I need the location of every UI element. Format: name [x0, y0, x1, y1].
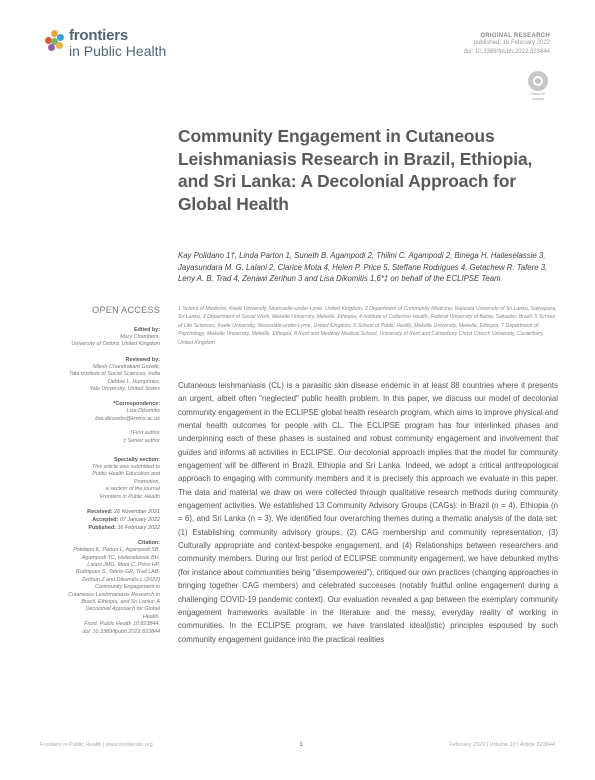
citation-line: Zerihun Z and Dikomitis L (2022)	[81, 576, 160, 583]
editor-line: University of Oxford, United Kingdom	[71, 341, 160, 348]
reviewed-by-heading: Reviewed by:	[125, 356, 160, 363]
check-for-updates-badge[interactable]	[528, 71, 548, 101]
citation-line: Agampodi TC, Haileselassie BH,	[81, 554, 160, 561]
citation-heading: Citation:	[138, 540, 160, 547]
citation-line: Health.	[142, 613, 160, 620]
citation-line: Rodrigues S, Tafere GR, Trad LAB,	[75, 569, 160, 576]
footer-issue-info: February 2022 | Volume 10 | Article 823844	[449, 742, 555, 748]
correspondence-email[interactable]: lisa.dikomitis@kmms.ac.uk	[95, 415, 160, 422]
reviewer-line: Tata Institute of Social Sciences, India	[69, 371, 160, 378]
specialty-line: Public Health Education and	[92, 471, 160, 478]
citation-doi[interactable]: doi: 10.3389/fpubh.2022.823844	[82, 628, 160, 635]
article-type: ORIGINAL RESEARCH	[480, 33, 550, 39]
reviewer-line: Debbie L. Humphries,	[107, 378, 160, 385]
author-note: †First author	[129, 430, 160, 437]
logo-brand: frontiers	[69, 27, 129, 44]
footer-journal-link[interactable]: Frontiers in Public Health | www.frontiersin.org	[40, 742, 153, 748]
frontiers-logo-icon	[45, 30, 65, 52]
edited-by-heading: Edited by:	[133, 327, 160, 333]
specialty-line: Frontiers in Public Health	[99, 493, 160, 500]
accepted-date: Accepted: 07 January 2022	[92, 517, 160, 524]
author-list: Kay Polidano 1†, Linda Parton 1, Suneth B. Agampodi 2, Thilini C. Agampodi 2, Binega H. Haileselassie 3, Jayasundara M. G. Lalani 2, Clarice Mota 4, Helen P. Price 5, Steffane Rodrigues 4, Getachew R. Tafere 3, Leny A. B. Trad 4, Zenawi Zerihun 3 and Lisa Dikomitis 1,6*‡ on behalf of the ECLIPSE Team	[178, 251, 548, 284]
page-footer	[40, 742, 555, 748]
citation-line: Brazil, Ethiopia, and Sri Lanka: A	[81, 598, 160, 605]
published-date: published: 16 February 2022	[473, 40, 550, 46]
citation-line: Front. Public Health 10:823844.	[84, 621, 160, 628]
author-note: ‡ Senior author	[123, 437, 160, 444]
specialty-line: This article was submitted to	[91, 464, 160, 471]
check-label-2: updates	[531, 97, 545, 101]
check-for-updates-icon	[528, 71, 548, 91]
article-title: Community Engagement in Cutaneous Leishmaniasis Research in Brazil, Ethiopia, and Sri Lanka: A Decolonial Approach for Global Health	[178, 126, 533, 214]
citation-line: Cutaneous Leishmaniasis Research in	[68, 591, 160, 598]
abstract-text: Cutaneous leishmaniasis (CL) is a parasitic skin disease endemic in at least 88 countries where it presents an urgent, albeit often "neglected" public health problem. In this paper, we discuss our model of decolonial community engagement in the ECLIPSE global health research program, which aims to improve physical and mental health outcomes for people with CL. The ECLIPSE program has four interlinked phases and underpinning each of these phases is sustained and robust community engagement and involvement that guides and informs all activities in ECLIPSE. Our decolonial approach implies that the model for community engagement will be different in Brazil, Ethiopia and Sri Lanka. Indeed, we adopt a critical anthropological approach to engaging with community members and it is precisely this approach we evaluate in this paper. The data and material we draw on were collected through qualitative research methods during community engagement activities. We established 13 Community Advisory Groups (CAGs): in Brazil (n = 4), Ethiopia (n = 6), and Sri Lanka (n = 3). We identified four overarching themes during a thematic analysis of the data set: (1) Establishing community advisory groups, (2) CAG membership and community representation, (3) Culturally appropriate and context-bespoke engagement, and (4) Relationships between researchers and community members. During our first period of ECLIPSE community engagement, we have debunked myths (for instance about communities being "disempowered"), critiqued our own practices (changing approaches in bringing together CAG members) and celebrated successes (notably fruitful online engagement during a challenging COVID-19 pandemic context). Our evaluation revealed a gap between the exemplary community engagement frameworks available in the literature and the messy, everyday reality of working in communities. In the ECLIPSE program, we have translated ideal(istic) principles espoused by such community engagement guidance into the practical realities	[178, 381, 558, 644]
logo-journal: in Public Health	[69, 43, 167, 59]
citation-line: Community Engagement in	[94, 584, 160, 591]
published-date-sidebar: Published: 16 February 2022	[88, 525, 160, 532]
page-number: 1	[299, 742, 303, 748]
received-date: Received: 26 November 2021	[87, 509, 160, 516]
reviewer-line: Nilesh Chandrakant Gawde,	[92, 363, 160, 370]
citation-line: Lalani JMG, Mota C, Price HP,	[87, 561, 160, 568]
article-meta	[464, 33, 550, 57]
specialty-line: Promotion,	[133, 478, 160, 485]
article-sidebar	[40, 305, 160, 636]
journal-logo[interactable]	[45, 28, 166, 58]
article-doi[interactable]: doi: 10.3389/fpubh.2022.823844	[463, 49, 550, 55]
citation-line: Polidano K, Parton L, Agampodi SB,	[73, 547, 160, 554]
specialty-line: a section of the journal	[105, 486, 160, 493]
open-access-label: OPEN ACCESS	[92, 305, 160, 315]
correspondence-name: Lisa Dikomitis	[126, 408, 160, 415]
correspondence-heading: *Correspondence:	[113, 401, 160, 408]
editor-line: Mary Chambers,	[120, 334, 160, 340]
citation-line: Decolonial Approach for Global	[85, 606, 160, 613]
check-label-1: Check for	[530, 92, 546, 96]
specialty-heading: Specialty section:	[114, 457, 160, 464]
reviewer-line: Yale University, United States	[89, 386, 160, 393]
affiliations: 1 School of Medicine, Keele University, Newcastle-under-Lyme, United Kingdom, 2 Department of Community Medicine, Rajarata University of Sri Lanka, Saliyapura, Sri Lanka, 3 Department of Social Work, Mekelle University, Mekelle, Ethiopia, 4 Institute of Collective Health, Federal University of Bahia, Salvador, Brazil, 5 School of Life Sciences, Keele University, Newcastle-under-Lyme, United Kingdom, 6 School of Public Health, Mekelle University, Mekelle, Ethiopia, 7 Department of Psychology, Mekelle University, Mekelle, Ethiopia, 8 Kent and Medway Medical School, University of Kent and Canterbury Christ Church University, Canterbury, United Kingdom	[178, 306, 557, 346]
